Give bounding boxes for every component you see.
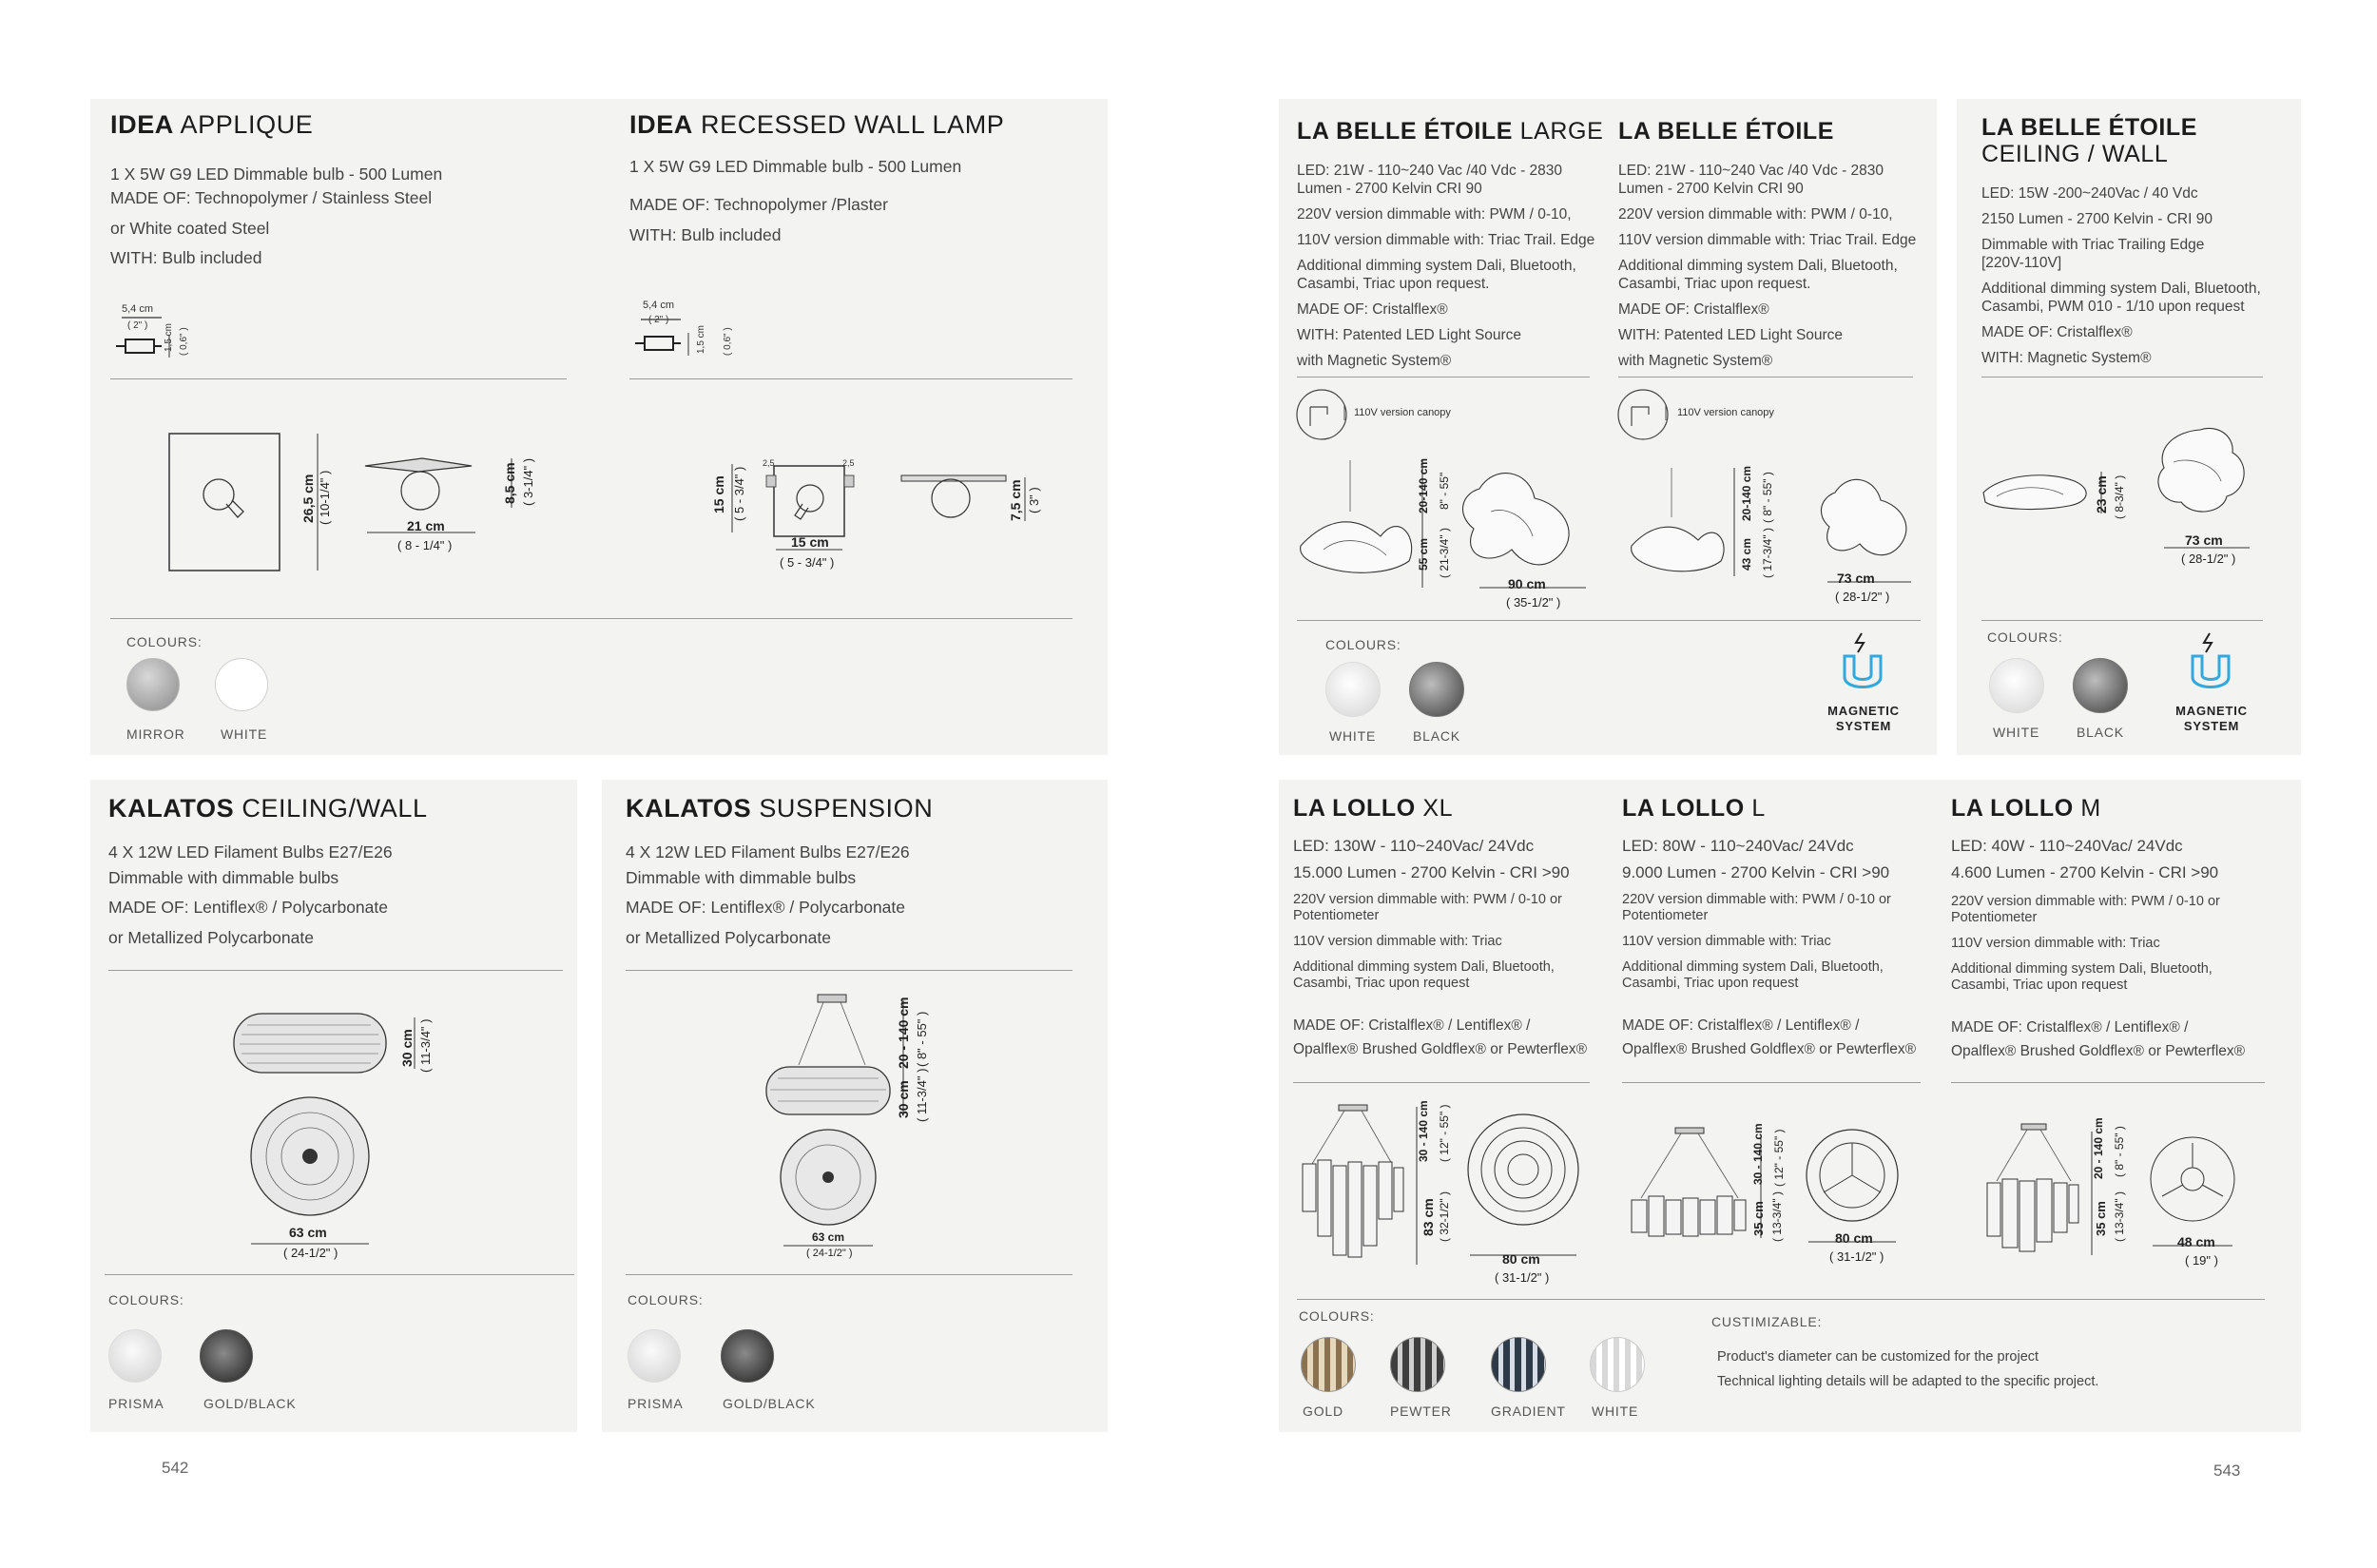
- dim-cable: 20 - 140 cm: [896, 997, 911, 1069]
- dim-cable-in: 8" - 55": [1438, 472, 1451, 510]
- page-number-left: 542: [162, 1459, 189, 1477]
- divider: [1981, 620, 2263, 621]
- spec-line: Potentiometer: [1622, 908, 1709, 923]
- spec-line: 4.600 Lumen - 2700 Kelvin - CRI >90: [1951, 863, 2219, 881]
- spec-line: LED: 15W -200~240Vac / 40 Vdc: [1981, 185, 2198, 202]
- swatch-white[interactable]: [1989, 658, 2044, 713]
- spec-line: MADE OF: Lentiflex® / Polycarbonate: [626, 898, 905, 917]
- dim-cable-in: ( 8" - 55" ): [2113, 1126, 2126, 1177]
- customizable-label: CUSTIMIZABLE:: [1711, 1314, 1823, 1329]
- colour-name: BLACK: [1413, 728, 1460, 744]
- made-of: [1951, 1016, 2245, 1063]
- divider: [1622, 1082, 1921, 1083]
- spec-line: 4 X 12W LED Filament Bulbs E27/E26: [108, 842, 393, 861]
- spec-line: Additional dimming system Dali, Bluetooth,: [1618, 258, 1898, 274]
- dim-depth-in: ( 3" ): [1027, 487, 1041, 513]
- dim-height-in: ( 17-3/4" ): [1761, 528, 1774, 578]
- dim-width: 21 cm: [407, 518, 445, 533]
- spec-list: [1622, 892, 1891, 992]
- spec-line: Casambi, PWM 010 - 1/10 upon request: [1981, 299, 2245, 315]
- dim-height-in: ( 13-3/4" ): [2113, 1191, 2126, 1242]
- spec-line: Additional dimming system Dali, Bluetooth,: [1297, 258, 1576, 274]
- dim-height: 30 cm: [399, 1029, 415, 1067]
- divider: [1297, 620, 1921, 621]
- dim-height-in: ( 13-3/4" ): [1770, 1191, 1784, 1242]
- dim-depth-in: ( 3-1/4" ): [521, 457, 535, 506]
- spec-line: WITH: Patented LED Light Source: [1297, 327, 1522, 343]
- dim-width-in: ( 35-1/2" ): [1506, 595, 1561, 610]
- spec-line: Dimmable with dimmable bulbs: [108, 868, 339, 887]
- canopy-label: 110V version canopy: [1677, 407, 1774, 418]
- dim-height-in: ( 32-1/2" ): [1438, 1191, 1451, 1242]
- bulb-width-in: ( 2" ): [127, 320, 148, 331]
- swatch-mirror[interactable]: [126, 658, 180, 711]
- colour-name: GRADIENT: [1491, 1403, 1566, 1419]
- product-title: [108, 795, 428, 823]
- dim-width-in: ( 5 - 3/4" ): [780, 555, 835, 570]
- brand: IDEA: [110, 110, 174, 139]
- dim-height: 30 cm: [896, 1080, 911, 1118]
- dim-cable-in: ( 12" - 55" ): [1772, 1129, 1786, 1187]
- brand: IDEA: [629, 110, 693, 139]
- colours-label: COLOURS:: [1325, 637, 1401, 652]
- spec-line: or Metallized Polycarbonate: [626, 928, 831, 947]
- spec-line: MADE OF: Cristalflex® / Lentiflex® /: [1951, 1019, 2189, 1036]
- dim-width: 73 cm: [1837, 571, 1875, 586]
- model: APPLIQUE: [180, 110, 314, 139]
- bulb-width: 5,4 cm: [643, 300, 675, 311]
- spec-line: LED: 21W - 110~240 Vac /40 Vdc - 2830: [1618, 163, 1884, 179]
- bulb-width: 5,4 cm: [122, 303, 154, 315]
- dim-width: 63 cm: [289, 1225, 327, 1240]
- spec-list: [1297, 162, 1594, 370]
- spec-line: Potentiometer: [1293, 908, 1380, 923]
- spec-line: or Metallized Polycarbonate: [108, 928, 314, 947]
- dim-height-in: ( 8-3/4" ): [2113, 474, 2126, 519]
- spec-line: 220V version dimmable with: PWM / 0-10 or: [1293, 892, 1562, 907]
- spec-line: 110V version dimmable with: Triac Trail. Edge: [1618, 232, 1917, 248]
- spec-line: Casambi, Triac upon request: [1951, 978, 2128, 993]
- swatch-white[interactable]: [1325, 662, 1381, 717]
- spec-list: [1951, 894, 2220, 994]
- dim-height: 43 cm: [1740, 537, 1753, 571]
- dim-depth: 7,5 cm: [1008, 479, 1023, 521]
- divider: [108, 970, 563, 971]
- spec-line: with Magnetic System®: [1297, 353, 1452, 369]
- dim-cable-in: ( 8" - 55" ): [915, 1011, 929, 1067]
- spec-line: 15.000 Lumen - 2700 Kelvin - CRI >90: [1293, 863, 1570, 881]
- dim-height-in: ( 11-3/4" ): [915, 1068, 929, 1122]
- dim-width-in: ( 31-1/2" ): [1495, 1270, 1550, 1285]
- colours-label: COLOURS:: [1987, 629, 2063, 645]
- spec-line: Opalflex® Brushed Goldflex® or Pewterflex®: [1293, 1041, 1588, 1057]
- dim-height: 26,5 cm: [300, 474, 316, 523]
- spec-line: 110V version dimmable with: Triac: [1293, 934, 1502, 949]
- divider: [110, 378, 567, 379]
- made-of: [1622, 1014, 1916, 1061]
- made-of: [1293, 1014, 1587, 1061]
- bulb-drawing: [628, 306, 732, 373]
- spec-line: 9.000 Lumen - 2700 Kelvin - CRI >90: [1622, 863, 1890, 881]
- divider: [1297, 1299, 2265, 1300]
- swatch-gold-black[interactable]: [721, 1329, 774, 1383]
- model: SUSPENSION: [759, 794, 934, 823]
- spec-list: [626, 840, 910, 950]
- dim-cable-in: ( 12" - 55" ): [1438, 1104, 1451, 1162]
- product-title: [1297, 118, 1603, 145]
- colour-name: WHITE: [1993, 725, 2040, 740]
- brand: LA BELLE ÉTOILE: [1618, 118, 1835, 145]
- bulb-height-in: ( 0,6" ): [179, 327, 189, 356]
- swatch-pewter[interactable]: [1390, 1337, 1445, 1392]
- divider: [110, 618, 1073, 619]
- dim-height: 15 cm: [711, 475, 726, 513]
- spec-line: LED: 80W - 110~240Vac/ 24Vdc: [1622, 837, 1854, 855]
- bulb-width-in: ( 2" ): [648, 315, 669, 325]
- spec-line: Lumen - 2700 Kelvin CRI 90: [1618, 181, 1804, 197]
- spec-line: 110V version dimmable with: Triac: [1951, 936, 2160, 951]
- spec-line: WITH: Bulb included: [629, 225, 782, 244]
- spec-line: WITH: Magnetic System®: [1981, 350, 2152, 366]
- dim-height-in: ( 21-3/4" ): [1438, 528, 1451, 578]
- dim-width-in: ( 19" ): [2185, 1253, 2218, 1268]
- spec-line: Dimmable with dimmable bulbs: [626, 868, 857, 887]
- spec-line: 220V version dimmable with: PWM / 0-10,: [1618, 206, 1893, 223]
- dim-width: 15 cm: [791, 534, 829, 550]
- colour-name: GOLD: [1303, 1403, 1343, 1419]
- model: LARGE: [1519, 118, 1604, 145]
- spec-line: Potentiometer: [1951, 910, 2038, 925]
- spec-line: MADE OF: Cristalflex®: [1297, 301, 1448, 318]
- swatch-gold-black[interactable]: [200, 1329, 253, 1383]
- model: CEILING / WALL: [1981, 141, 2169, 167]
- model: L: [1751, 795, 1766, 822]
- divider: [629, 378, 1073, 379]
- dim-width: 80 cm: [1502, 1251, 1540, 1267]
- spec-line: Additional dimming system Dali, Bluetooth,: [1981, 281, 2261, 297]
- swatch-black[interactable]: [1409, 662, 1464, 717]
- spec-list: [1618, 162, 1916, 370]
- brand: LA BELLE ÉTOILE: [1297, 118, 1514, 145]
- dim-height: 83 cm: [1420, 1198, 1436, 1236]
- spec-line: Casambi, Triac upon request.: [1618, 276, 1811, 292]
- spec-line: MADE OF: Cristalflex® / Lentiflex® /: [1293, 1017, 1531, 1034]
- spec-line: 220V version dimmable with: PWM / 0-10,: [1297, 206, 1572, 223]
- divider: [626, 1274, 1073, 1275]
- model: RECESSED WALL LAMP: [701, 110, 1005, 139]
- product-title: [110, 111, 313, 139]
- colour-name: WHITE: [1592, 1403, 1639, 1419]
- product-title: [1293, 795, 1453, 823]
- spec-line: 1 X 5W G9 LED Dimmable bulb - 500 Lumen: [629, 157, 962, 176]
- tab-label: 2,5: [763, 458, 775, 468]
- dim-height: 55 cm: [1417, 537, 1430, 571]
- colour-name: MIRROR: [126, 726, 185, 742]
- spec-line: 4 X 12W LED Filament Bulbs E27/E26: [626, 842, 910, 861]
- colours-label: COLOURS:: [628, 1292, 704, 1307]
- swatch-gold[interactable]: [1301, 1337, 1356, 1392]
- dim-height: 23 cm: [2094, 475, 2109, 513]
- spec-line: Casambi, Triac upon request: [1622, 976, 1799, 991]
- spec-line: Additional dimming system Dali, Bluetooth,: [1293, 959, 1555, 975]
- dim-width-in: ( 28-1/2" ): [2181, 552, 2236, 566]
- divider: [1293, 1082, 1590, 1083]
- dim-width-in: ( 24-1/2" ): [283, 1246, 338, 1260]
- spec-line: WITH: Patented LED Light Source: [1618, 327, 1844, 343]
- spec-line: Casambi, Triac upon request.: [1297, 276, 1490, 292]
- brand: LA LOLLO: [1293, 795, 1416, 822]
- spec-line: MADE OF: Cristalflex®: [1618, 301, 1769, 318]
- brand: LA LOLLO: [1951, 795, 2074, 822]
- spec-line: Additional dimming system Dali, Bluetooth,: [1622, 959, 1884, 975]
- model: XL: [1422, 795, 1454, 822]
- spec-line: MADE OF: Lentiflex® / Polycarbonate: [108, 898, 388, 917]
- page-number-right: 543: [2213, 1462, 2241, 1480]
- bulb-height-in: ( 0,6" ): [723, 327, 733, 356]
- magnetic-icon: [1837, 631, 1890, 700]
- canopy-icon: [1616, 388, 1673, 441]
- spec-line: 1 X 5W G9 LED Dimmable bulb - 500 Lumen: [110, 165, 443, 184]
- colour-name: WHITE: [1329, 728, 1377, 744]
- model: CEILING/WALL: [242, 794, 428, 823]
- colours-label: COLOURS:: [108, 1292, 184, 1307]
- dim-height-in: ( 10-1/4" ): [318, 470, 332, 525]
- spec-list: [110, 162, 442, 270]
- dim-cable: 20 - 140 cm: [2092, 1117, 2105, 1179]
- colour-name: PRISMA: [108, 1396, 164, 1411]
- dim-cable-in: ( 8" - 55" ): [1761, 472, 1774, 523]
- product-title: [626, 795, 933, 823]
- spec-list: [1622, 833, 1889, 886]
- spec-list: [1293, 892, 1562, 992]
- magnetic-label: MAGNETIC SYSTEM: [1827, 704, 1900, 733]
- colour-name: WHITE: [221, 726, 268, 742]
- spec-line: with Magnetic System®: [1618, 353, 1773, 369]
- spec-line: Opalflex® Brushed Goldflex® or Pewterflex®: [1951, 1043, 2246, 1059]
- dim-width-in: ( 28-1/2" ): [1835, 590, 1890, 604]
- dim-width: 80 cm: [1835, 1230, 1873, 1246]
- spec-line: [220V-110V]: [1981, 255, 2062, 271]
- spec-line: Additional dimming system Dali, Bluetooth,: [1951, 961, 2213, 977]
- product-title: [1951, 795, 2101, 823]
- spec-line: 110V version dimmable with: Triac: [1622, 934, 1831, 949]
- bulb-height: 1,5 cm: [164, 322, 174, 352]
- spec-line: 220V version dimmable with: PWM / 0-10 or: [1951, 894, 2220, 909]
- brand: KALATOS: [626, 794, 752, 823]
- spec-line: Casambi, Triac upon request: [1293, 976, 1470, 991]
- spec-list: [108, 840, 393, 950]
- spec-line: Dimmable with Triac Trailing Edge: [1981, 237, 2205, 253]
- swatch-prisma[interactable]: [108, 1329, 162, 1383]
- colour-name: PRISMA: [628, 1396, 684, 1411]
- spec-line: MADE OF: Technopolymer /Plaster: [629, 195, 888, 214]
- dim-width: 90 cm: [1508, 576, 1546, 591]
- swatch-white[interactable]: [1590, 1337, 1645, 1392]
- dim-depth: 8,5 cm: [502, 462, 517, 504]
- magnetic-label: MAGNETIC SYSTEM: [2175, 704, 2248, 733]
- spec-line: MADE OF: Cristalflex®: [1981, 324, 2133, 340]
- divider: [1951, 1082, 2265, 1083]
- swatch-black[interactable]: [2073, 658, 2128, 713]
- product-title: [629, 111, 1004, 139]
- brand: KALATOS: [108, 794, 235, 823]
- applique-drawing: [162, 426, 561, 578]
- belle-drawing: [1626, 464, 1930, 607]
- colour-name: GOLD/BLACK: [723, 1396, 816, 1411]
- tab-label: 2,5: [842, 458, 855, 468]
- spec-line: MADE OF: Technopolymer / Stainless Steel: [110, 188, 433, 207]
- dim-width-in: ( 24-1/2" ): [806, 1248, 853, 1259]
- spec-line: MADE OF: Cristalflex® / Lentiflex® /: [1622, 1017, 1860, 1034]
- dim-width: 73 cm: [2185, 532, 2223, 548]
- dim-height: 35 cm: [1751, 1201, 1766, 1236]
- spec-line: Lumen - 2700 Kelvin CRI 90: [1297, 181, 1482, 197]
- dim-cable: 30 - 140 cm: [1417, 1100, 1430, 1162]
- dim-width: 63 cm: [812, 1230, 845, 1244]
- spec-line: WITH: Bulb included: [110, 248, 262, 267]
- swatch-gradient[interactable]: [1491, 1337, 1546, 1392]
- customizable-line: Technical lighting details will be adapted to the specific project.: [1717, 1374, 2099, 1389]
- divider: [626, 970, 1073, 971]
- spec-line: Opalflex® Brushed Goldflex® or Pewterflex®: [1622, 1041, 1917, 1057]
- bulb-height: 1,5 cm: [696, 324, 706, 354]
- spec-list: [1951, 833, 2218, 886]
- spec-list: [1981, 184, 2261, 367]
- spec-list: [1293, 833, 1570, 886]
- dim-cable: 20-140 cm: [1417, 457, 1430, 513]
- colour-name: BLACK: [2077, 725, 2124, 740]
- divider: [105, 1274, 574, 1275]
- dim-height: 35 cm: [2094, 1201, 2108, 1236]
- spec-line: or White coated Steel: [110, 219, 270, 238]
- colours-label: COLOURS:: [1299, 1308, 1375, 1324]
- spec-line: LED: 40W - 110~240Vac/ 24Vdc: [1951, 837, 2183, 855]
- model: M: [2080, 795, 2101, 822]
- dim-cable: 20-140 cm: [1740, 465, 1753, 521]
- customizable-line: Product's diameter can be customized for the project: [1717, 1349, 2039, 1365]
- dim-height-in: ( 5 - 3/4" ): [732, 466, 746, 521]
- product-title: [1622, 795, 1766, 823]
- spec-line: 2150 Lumen - 2700 Kelvin - CRI 90: [1981, 211, 2213, 227]
- dim-cable: 30 - 140 cm: [1751, 1123, 1765, 1185]
- spec-line: 220V version dimmable with: PWM / 0-10 or: [1622, 892, 1891, 907]
- spec-list: [629, 154, 961, 247]
- spec-line: LED: 130W - 110~240Vac/ 24Vdc: [1293, 837, 1535, 855]
- colour-name: GOLD/BLACK: [203, 1396, 297, 1411]
- canopy-icon: [1295, 388, 1352, 441]
- colours-label: COLOURS:: [126, 634, 203, 649]
- dim-height-in: ( 11-3/4" ): [418, 1018, 433, 1073]
- brand: LA BELLE ÉTOILE: [1981, 114, 2198, 141]
- product-title: [1618, 118, 1834, 145]
- magnetic-icon: [2185, 631, 2238, 700]
- spec-line: LED: 21W - 110~240 Vac /40 Vdc - 2830: [1297, 163, 1563, 179]
- colour-name: PEWTER: [1390, 1403, 1452, 1419]
- swatch-prisma[interactable]: [628, 1329, 681, 1383]
- dim-width: 48 cm: [2177, 1234, 2215, 1249]
- dim-width-in: ( 31-1/2" ): [1829, 1249, 1884, 1264]
- dim-width-in: ( 8 - 1/4" ): [397, 538, 453, 552]
- product-title: [1981, 114, 2197, 167]
- canopy-label: 110V version canopy: [1354, 407, 1451, 418]
- swatch-white[interactable]: [215, 658, 268, 711]
- customizable-text: [1717, 1345, 2098, 1394]
- brand: LA LOLLO: [1622, 795, 1745, 822]
- spec-line: 110V version dimmable with: Triac Trail. Edge: [1297, 232, 1595, 248]
